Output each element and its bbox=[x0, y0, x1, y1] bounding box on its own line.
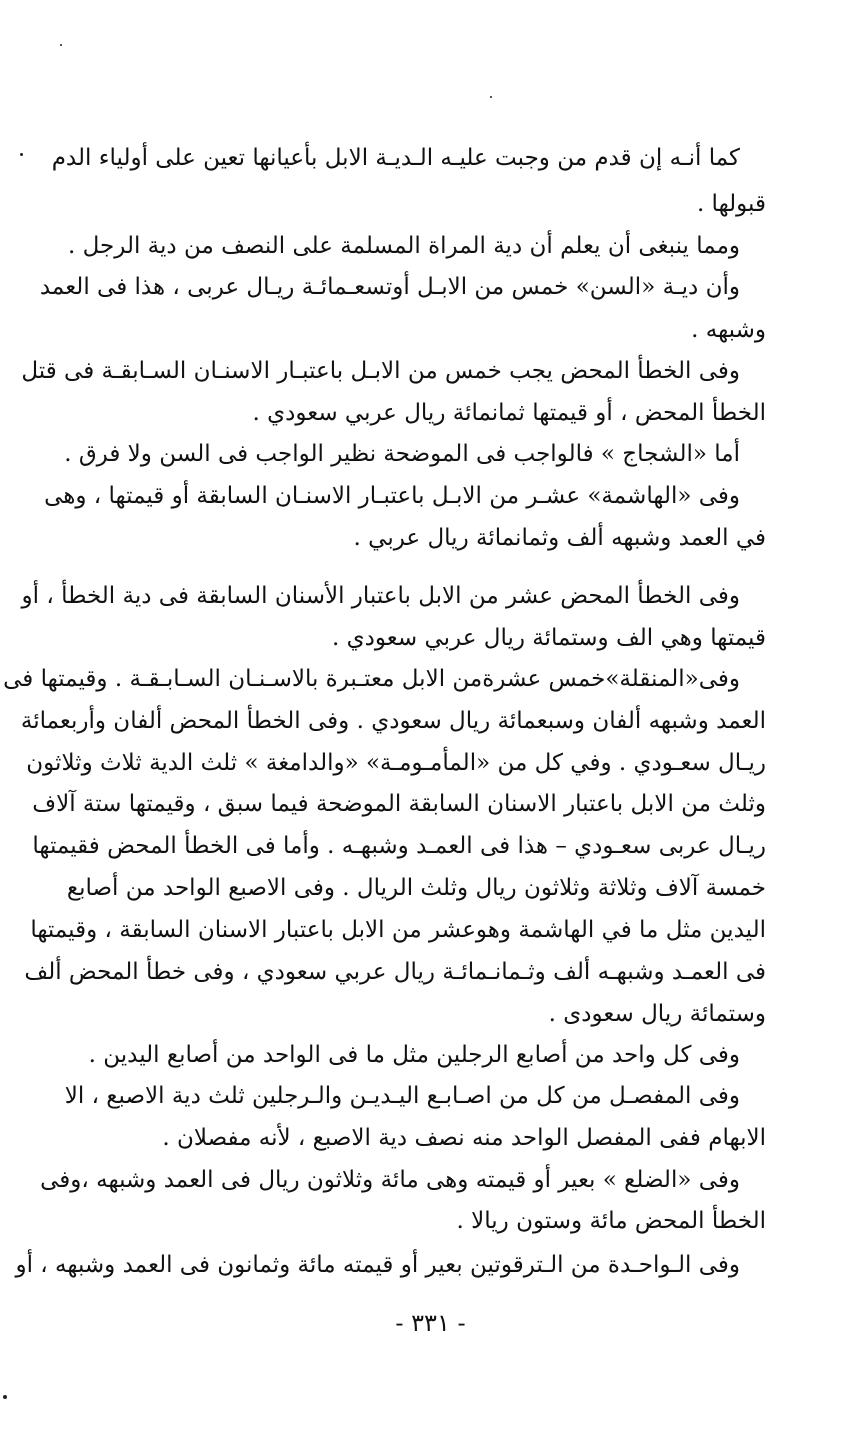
text-line: وفى الخطأ المحض عشر من الابل باعتبار الأسنان السابقة فى دية الخطأ ، أو bbox=[21, 583, 740, 609]
text-line: وفى كل واحد من أصابع الرجلين مثل ما فى الواحد من أصابع اليدين . bbox=[88, 1042, 740, 1068]
text-line: أما «الشجاج » فالواجب فى الموضحة نظير الواجب فى السن ولا فرق . bbox=[64, 441, 740, 467]
text-line: خمسة آلاف وثلاثة وثلاثون ريال وثلث الريال . وفى الاصبع الواحد من أصابع bbox=[66, 875, 766, 901]
text-line: فى العمـد وشبهـه ألف وثـمانـمائـة ريال عربي سعودي ، وفى خطأ المحض ألف bbox=[24, 959, 766, 985]
text-line: اليدين مثل ما في الهاشمة وهوعشر من الابل باعتبار الاسنان السابقة ، وقيمتها bbox=[30, 917, 766, 943]
text-line: الابهام ففى المفصل الواحد منه نصف دية الاصبع ، لأنه مفصلان . bbox=[162, 1125, 766, 1151]
text-line: وفى«المنقلة»خمس عشرةمن الابل معتـبرة بالاسـنـان السـابـقـة . وقيمتها فى bbox=[3, 666, 740, 692]
text-line: وشبهه . bbox=[691, 317, 766, 343]
text-line: وفى «الهاشمة» عشـر من الابـل باعتبـار الاسنـان السابقة أو قيمتها ، وهى bbox=[44, 483, 740, 509]
scan-speck bbox=[60, 44, 62, 46]
text-line: وفى الـواحـدة من الـترقوتين بعير أو قيمته مائة وثمانون فى العمد وشبهه ، أو bbox=[15, 1252, 740, 1278]
text-line: الخطأ المحض مائة وستون ريالا . bbox=[456, 1208, 766, 1234]
scan-speck bbox=[3, 1395, 7, 1399]
text-line: ريـال سعـودي . وفي كل من «المأمـومـة» «والدامغة » ثلث الدية ثلاث وثلاثون bbox=[26, 750, 766, 776]
scan-speck bbox=[490, 96, 492, 98]
text-line: قبولها . bbox=[696, 191, 766, 217]
text-line: ريـال عربى سعـودي – هذا فى العمـد وشبهـه . وأما فى الخطأ المحض فقيمتها bbox=[32, 833, 766, 859]
text-line: وأن ديـة «السن» خمس من الابـل أوتسعـمائـة ريـال عربى ، هذا فى العمد bbox=[39, 274, 740, 300]
page-number: - ٣٣١ - bbox=[395, 1309, 466, 1337]
text-line: قيمتها وهي الف وستمائة ريال عربي سعودي . bbox=[332, 625, 766, 651]
text-line: وفى الخطأ المحض يجب خمس من الابـل باعتبـار الاسنـان السـابقـة فى قتل bbox=[21, 358, 740, 384]
text-line: وستمائة ريال سعودى . bbox=[548, 1001, 766, 1027]
text-line: ومما ينبغى أن يعلم أن دية المراة المسلمة على النصف من دية الرجل . bbox=[68, 233, 740, 259]
text-line: الخطأ المحض ، أو قيمتها ثمانمائة ريال عربي سعودي . bbox=[252, 400, 766, 426]
text-line: وفى «الضلع » بعير أو قيمته وهى مائة وثلاثون ريال فى العمد وشبهه ،وفى bbox=[40, 1167, 740, 1193]
text-line: وفى المفصـل من كل من اصـابـع اليـديـن والـرجلين ثلث دية الاصبع ، الا bbox=[64, 1083, 740, 1109]
text-line: العمد وشبهه ألفان وسبعمائة ريال سعودي . وفى الخطأ المحض ألفان وأربعمائة bbox=[20, 708, 766, 734]
text-line: كما أنـه إن قدم من وجبت عليـه الـديـة الابل بأعيانها تعين على أولياء الدم bbox=[51, 145, 740, 171]
text-line: وثلث من الابل باعتبار الاسنان السابقة الموضحة فيما سبق ، وقيمتها ستة آلاف bbox=[32, 791, 766, 817]
text-line: في العمد وشبهه ألف وثمانمائة ريال عربي . bbox=[353, 525, 766, 551]
scan-speck bbox=[20, 153, 23, 156]
